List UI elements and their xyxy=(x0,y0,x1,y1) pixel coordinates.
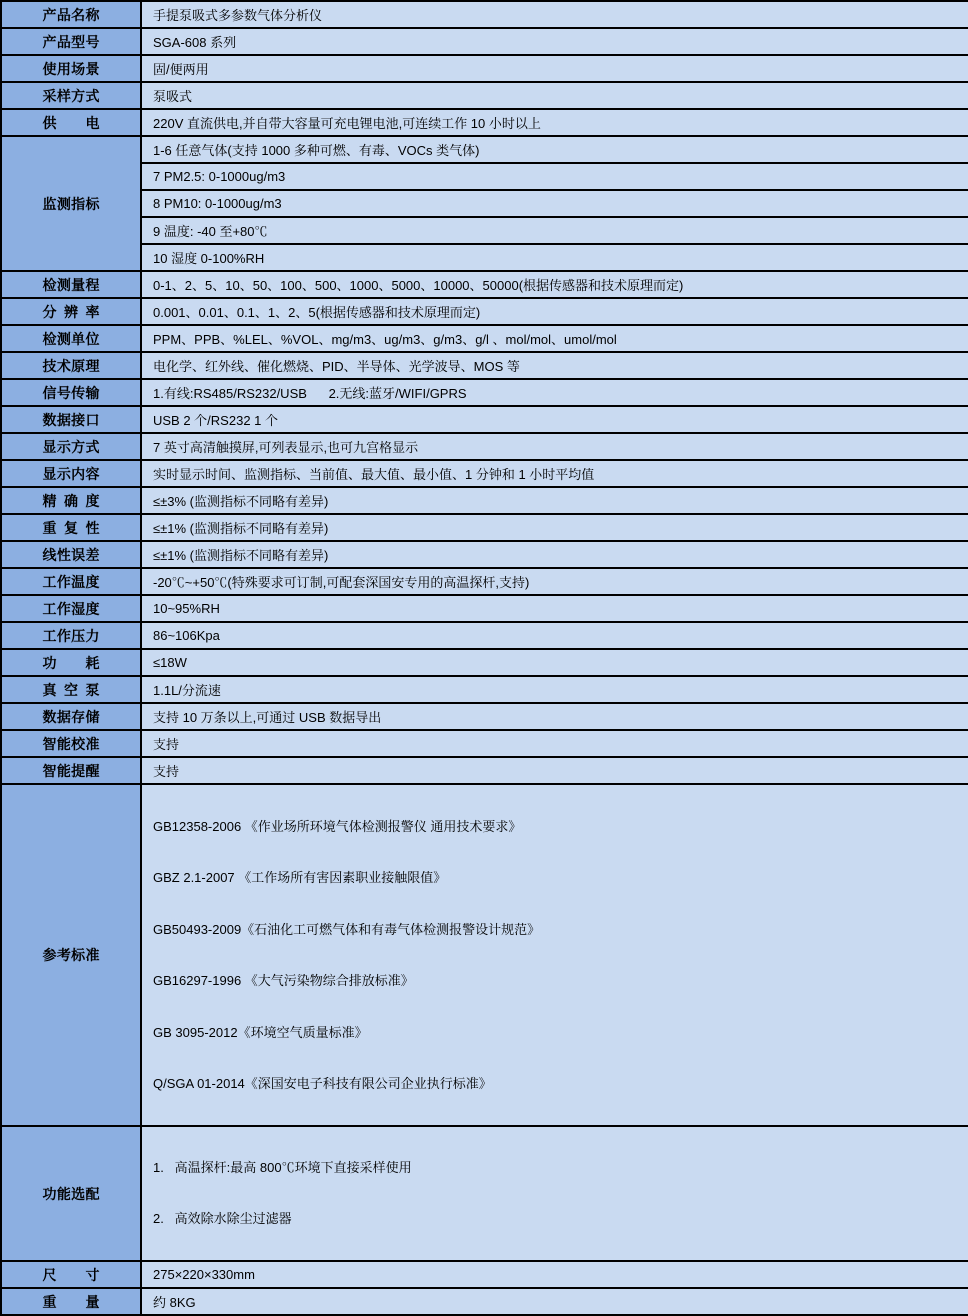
row-label: 分辨率 xyxy=(42,303,100,320)
row-label: 数据接口 xyxy=(42,411,100,428)
row-work-pressure xyxy=(1,622,968,649)
indicator-item: 9 温度: -40 至+80℃ xyxy=(141,217,968,244)
option-line: 1. 高温探杆:最高 800℃环境下直接采样使用 xyxy=(153,1160,412,1176)
standard-line: GB12358-2006 《作业场所环境气体检测报警仪 通用技术要求》 xyxy=(153,819,522,834)
row-label-cell xyxy=(1,298,141,325)
row-linearity-error xyxy=(1,541,968,568)
row-label: 检测单位 xyxy=(42,330,100,347)
row-label-cell xyxy=(1,514,141,541)
row-label: 功耗 xyxy=(42,654,100,671)
row-label-cell xyxy=(1,136,141,271)
row-label-cell xyxy=(1,1,141,28)
row-value: 约 8KG xyxy=(141,1288,968,1315)
row-value: 支持 10 万条以上,可通过 USB 数据导出 xyxy=(141,703,968,730)
row-label-cell xyxy=(1,352,141,379)
row-label: 检测量程 xyxy=(42,276,100,293)
indicator-item: 8 PM10: 0-1000ug/m3 xyxy=(141,190,968,217)
row-label-cell xyxy=(1,703,141,730)
row-label: 功能选配 xyxy=(42,1185,100,1202)
row-value: 0-1、2、5、10、50、100、500、1000、5000、10000、50000(根据传感器和技术原理而定) xyxy=(141,271,968,298)
row-value: 220V 直流供电,并自带大容量可充电锂电池,可连续工作 10 小时以上 xyxy=(141,109,968,136)
row-accuracy xyxy=(1,487,968,514)
row-label-cell xyxy=(1,460,141,487)
row-value: ≤±3% (监测指标不同略有差异) xyxy=(141,487,968,514)
row-value: SGA-608 系列 xyxy=(141,28,968,55)
row-power-supply xyxy=(1,109,968,136)
row-label-cell xyxy=(1,568,141,595)
row-sampling-method xyxy=(1,82,968,109)
row-label: 工作湿度 xyxy=(42,600,100,617)
row-label: 信号传输 xyxy=(42,384,100,401)
row-label-cell xyxy=(1,595,141,622)
row-label-cell xyxy=(1,1261,141,1288)
row-label: 供电 xyxy=(42,114,100,131)
row-value: 泵吸式 xyxy=(141,82,968,109)
row-value: USB 2 个/RS232 1 个 xyxy=(141,406,968,433)
row-work-temperature xyxy=(1,568,968,595)
row-label: 工作压力 xyxy=(42,627,100,644)
indicator-item: 10 湿度 0-100%RH xyxy=(141,244,968,271)
row-value: 固/便两用 xyxy=(141,55,968,82)
row-principle xyxy=(1,352,968,379)
row-value: 275×220×330mm xyxy=(141,1261,968,1288)
row-repeatability xyxy=(1,514,968,541)
row-indicators xyxy=(1,136,968,163)
row-label: 技术原理 xyxy=(42,357,100,374)
row-value: 实时显示时间、监测指标、当前值、最大值、最小值、1 分钟和 1 小时平均值 xyxy=(141,460,968,487)
row-label-cell xyxy=(1,622,141,649)
row-detection-range xyxy=(1,271,968,298)
row-model xyxy=(1,28,968,55)
row-data-ports xyxy=(1,406,968,433)
row-smart-calibration xyxy=(1,730,968,757)
standard-line: GB 3095-2012《环境空气质量标准》 xyxy=(153,1024,368,1040)
row-label: 尺寸 xyxy=(42,1266,100,1283)
row-label: 显示方式 xyxy=(42,438,100,455)
row-label: 真空泵 xyxy=(42,681,100,698)
row-value: ≤±1% (监测指标不同略有差异) xyxy=(141,541,968,568)
row-resolution xyxy=(1,298,968,325)
row-indicators-sub xyxy=(1,163,968,190)
row-value xyxy=(141,784,968,1126)
row-label: 智能提醒 xyxy=(42,762,100,779)
row-weight xyxy=(1,1288,968,1315)
row-label-cell xyxy=(1,406,141,433)
option-line: 2. 高效除水除尘过滤器 xyxy=(153,1210,292,1226)
row-value: -20℃~+50℃(特殊要求可订制,可配套深国安专用的高温探杆,支持) xyxy=(141,568,968,595)
row-label-cell xyxy=(1,757,141,784)
row-label: 产品名称 xyxy=(42,6,100,23)
row-vacuum-pump xyxy=(1,676,968,703)
row-label: 重量 xyxy=(42,1293,100,1310)
row-signal-transmission xyxy=(1,379,968,406)
row-data-storage xyxy=(1,703,968,730)
row-optional-features xyxy=(1,1126,968,1261)
row-label-cell xyxy=(1,730,141,757)
row-display-content xyxy=(1,460,968,487)
row-label-cell xyxy=(1,1288,141,1315)
standard-line: GBZ 2.1-2007 《工作场所有害因素职业接触限值》 xyxy=(153,870,447,886)
row-label-cell xyxy=(1,379,141,406)
row-value: 1.有线:RS485/RS232/USB 2.无线:蓝牙/WIFI/GPRS xyxy=(141,379,968,406)
row-value: 10~95%RH xyxy=(141,595,968,622)
row-work-humidity xyxy=(1,595,968,622)
row-value: 86~106Kpa xyxy=(141,622,968,649)
row-value: ≤±1% (监测指标不同略有差异) xyxy=(141,514,968,541)
row-label-cell xyxy=(1,271,141,298)
row-value: 支持 xyxy=(141,757,968,784)
row-label: 显示内容 xyxy=(42,465,100,482)
row-reference-standards xyxy=(1,784,968,1126)
row-label: 精确度 xyxy=(42,492,100,509)
row-indicators-sub xyxy=(1,244,968,271)
row-label-cell xyxy=(1,1126,141,1261)
row-label: 数据存储 xyxy=(42,708,100,725)
row-label-cell xyxy=(1,433,141,460)
row-label: 线性误差 xyxy=(42,546,100,563)
row-label: 参考标准 xyxy=(42,947,100,964)
row-label: 智能校准 xyxy=(42,735,100,752)
row-label: 采样方式 xyxy=(42,87,100,104)
row-label: 产品型号 xyxy=(42,33,100,50)
row-value: PPM、PPB、%LEL、%VOL、mg/m3、ug/m3、g/m3、g/l 、mol/mol、umol/mol xyxy=(141,325,968,352)
row-value: 0.001、0.01、0.1、1、2、5(根据传感器和技术原理而定) xyxy=(141,298,968,325)
row-label: 重复性 xyxy=(42,519,100,536)
row-value: 支持 xyxy=(141,730,968,757)
row-value xyxy=(141,1126,968,1261)
row-value: 手提泵吸式多参数气体分析仪 xyxy=(141,1,968,28)
standard-line: GB50493-2009《石油化工可燃气体和有毒气体检测报警设计规范》 xyxy=(153,921,541,937)
row-label-cell xyxy=(1,676,141,703)
row-label-cell xyxy=(1,541,141,568)
row-label: 使用场景 xyxy=(42,60,100,77)
row-usage-scene xyxy=(1,55,968,82)
standard-line: GB16297-1996 《大气污染物综合排放标准》 xyxy=(153,973,414,989)
row-smart-reminder xyxy=(1,757,968,784)
row-value: 电化学、红外线、催化燃烧、PID、半导体、光学波导、MOS 等 xyxy=(141,352,968,379)
row-units xyxy=(1,325,968,352)
row-indicators-sub xyxy=(1,190,968,217)
row-label-cell xyxy=(1,55,141,82)
row-label: 监测指标 xyxy=(42,195,100,212)
row-display-mode xyxy=(1,433,968,460)
row-label-cell xyxy=(1,325,141,352)
row-value: 7 英寸高清触摸屏,可列表显示,也可九宫格显示 xyxy=(141,433,968,460)
row-label-cell xyxy=(1,487,141,514)
row-label-cell xyxy=(1,784,141,1126)
standard-line: Q/SGA 01-2014《深国安电子科技有限公司企业执行标准》 xyxy=(153,1076,492,1092)
row-label-cell xyxy=(1,649,141,676)
row-product-name xyxy=(1,1,968,28)
row-power-consumption xyxy=(1,649,968,676)
indicator-item: 7 PM2.5: 0-1000ug/m3 xyxy=(141,163,968,190)
row-value: 1.1L/分流速 xyxy=(141,676,968,703)
row-value: ≤18W xyxy=(141,649,968,676)
row-label-cell xyxy=(1,82,141,109)
row-dimensions xyxy=(1,1261,968,1288)
row-label-cell xyxy=(1,28,141,55)
row-label-cell xyxy=(1,109,141,136)
row-label: 工作温度 xyxy=(42,573,100,590)
indicator-item: 1-6 任意气体(支持 1000 多种可燃、有毒、VOCs 类气体) xyxy=(141,136,968,163)
row-indicators-sub xyxy=(1,217,968,244)
